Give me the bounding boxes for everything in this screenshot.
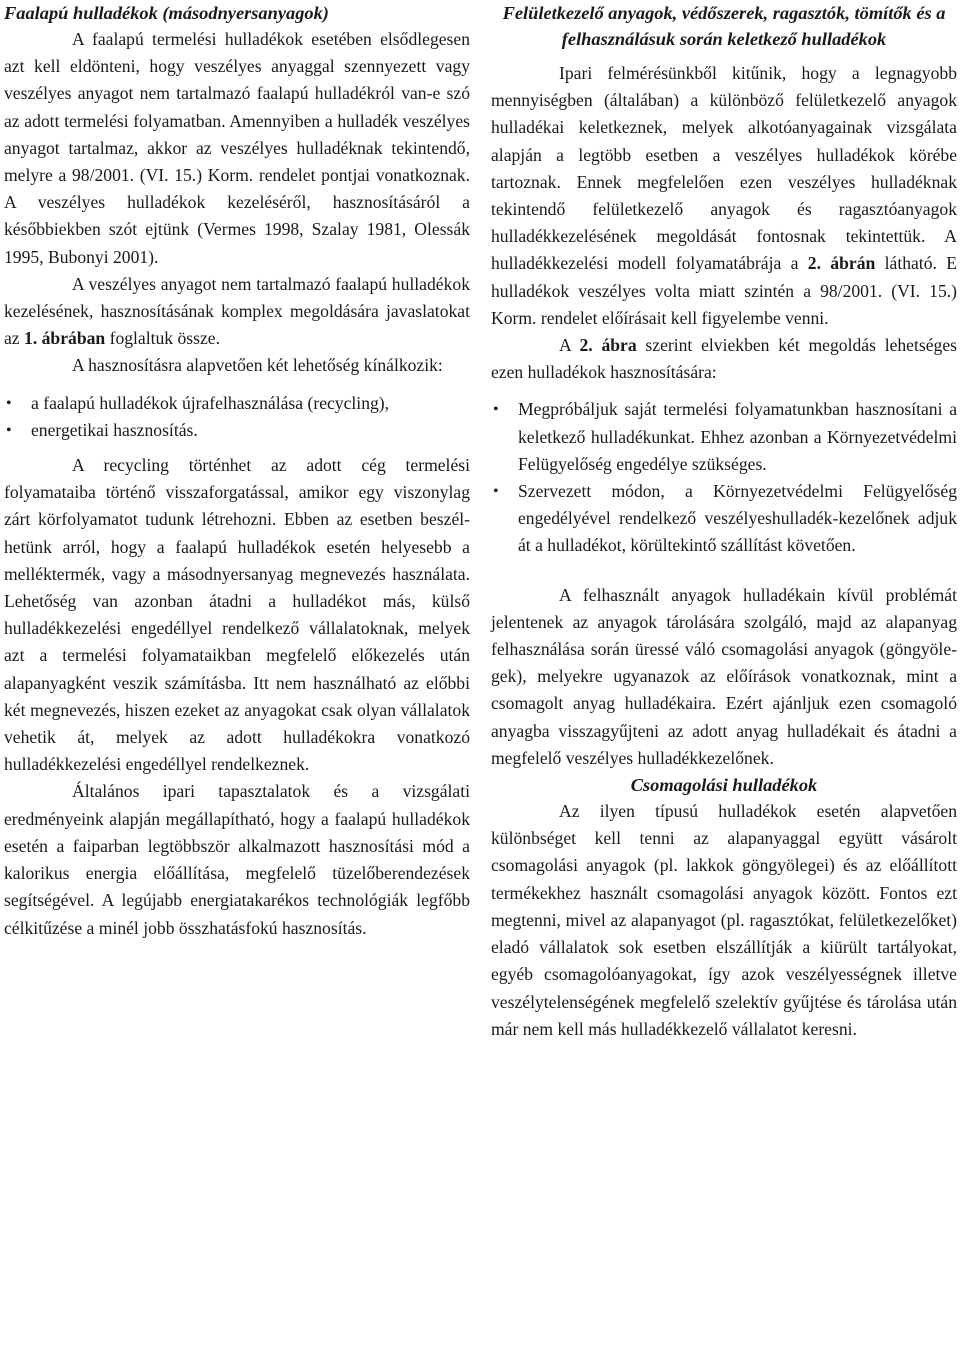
section-title-surface-treatment: Felületkezelő anyagok, védőszerek, ragasztók, tömítők és a felhasználásuk során keletkező hulladékok — [502, 3, 946, 49]
bullet-list — [491, 396, 957, 559]
paragraph: A felhasznált anyagok hulladékain kívül problémát jelentenek az anyagok tárolására szolgáló, majd az alapanyag felhasználása során üressé váló csomagolási anyagok (göngyölegek), melyekre ugyanazok az előírások vonatkoznak, mint a csomagolt anyag hulladékaira. Ezért ajánljuk ezen csomagoló anyagba visszagyűjteni az adott anyag hulladékait és átadni a megfelelő veszélyes hulladékkezelőnek. — [491, 584, 957, 768]
text-run: foglaltuk össze. — [105, 328, 221, 349]
paragraph: Az ilyen típusú hulladékok esetén alapvetően különbséget kell tenni az alapanyaggal együtt vásárolt csomagolási anyagok (pl. lakkok göngyölegei) és az előállított termékekhez használt csomagolási anyagok között. Fontos ezt megtenni, mivel az alapanyagot (pl. ragasztókat, felületkezelőket) eladó vállalatok sok esetben elszállítják a kiürült tartályokat, egyéb csomagolóanyagokat, így azok veszélyességnek illetve veszélytelenségének megfelelő szelektív gyűjtése és tárolása után már nem kell más hulladékkezelő vállalatot keresni. — [491, 801, 957, 1039]
bullet-list — [4, 390, 470, 444]
paragraph — [491, 60, 957, 332]
paragraph: Általános ipari tapasztalatok és a vizsgálati eredményeink alapján megállapítható, hogy a faalapú hulladékok esetén a faiparban legtöbbször alkalmazott hasznosítási mód a kalorikus energia előállítása, megfelelő tüzelőberendezések segítségével. A legújabb energiatakarékos technológiák legfőbb célkitűzése a minél jobb összhatásfokú hasznosítás. — [4, 781, 470, 938]
figure-reference: 2. ábrán — [807, 253, 876, 274]
text-run: A — [559, 335, 580, 356]
paragraph — [491, 332, 957, 386]
list-item: • energetikai hasznosítás. — [4, 417, 470, 444]
paragraph — [4, 271, 470, 353]
text-run: látható. E hulladékok veszélyes volta miatt szintén a 98/2001. (VI. 15.) Korm. rendelet előírásait kell figyelembe venni. — [491, 253, 957, 328]
right-column — [491, 0, 957, 1371]
figure-reference: 1. ábrában — [24, 328, 106, 349]
text-run: Ipari felmérésünkből kitűnik, hogy a legnagyobb mennyiségben (általában) a különböző felületkezelő anyagok hulladékai keletkeznek, melyek alkotóanyagainak vizsgálata alapján a legtöbb esetben a veszélyes hulladékok körébe tartoznak. Ennek megfelelően ezen veszélyes hulladéknak tekintendő felületkezelő anyagok és ragasztóanyagok hulladékkezelésének megoldását fontosnak tekintettük. A hulladékkezelési modell folyamatábrája a — [491, 63, 957, 274]
text-run: A veszélyes anyagot nem tartalmazó faalapú hulladékok kezelésének, hasznosításának komplex megoldására javaslatokat az — [4, 273, 470, 349]
figure-reference: 2. ábra — [579, 335, 637, 356]
section-title-packaging-waste: Csomagolási hulladékok — [630, 775, 818, 796]
paragraph: A recycling történhet az adott cég termelési folyamataiba történő visszaforgatással, amikor egy viszonylag zárt körfolyamatot tudunk létrehozni. Ebben az esetben beszélhetünk arról, hogy a faalapú hulladékok esetén helyesebb a melléktermék, vagy a másodnyersanyag megnevezés használata. Lehetőség van azonban átadni a hulladékot más, külső hulladékkezelési engedéllyel rendelkező vállalatoknak, melyek azt a termelési folyamataikban megfelelő előkezelés után alapanyagként veszik számításba. Itt nem használható az előbbi két megnevezés, hiszen ezeket az anyagokat csak olyan vállalatok vehetik át, melyek az adott hulladékokra vonatkozó hulladékkezelési engedéllyel rendelkeznek. — [4, 455, 470, 775]
left-column — [4, 0, 470, 1371]
section-title-wood-waste: Faalapú hulladékok (másodnyersanyagok) — [4, 3, 329, 23]
list-item: • Megpróbáljuk saját termelési folyamatunkban hasznosítani a keletkező hulladékunkat. Ehhez azonban a Környezetvédelmi Felügyelőség engedélye szükséges. — [491, 396, 957, 478]
paragraph: A faalapú termelési hulladékok esetében elsődlegesen azt kell eldönteni, hogy veszélyes anyaggal szennyezett vagy veszélyes anyagot nem tartalmazó faalapú hulladékról van-e szó az adott termelési folyamatban. Amennyiben a hulladék veszélyes anyagot tartalmaz, akkor az veszélyes hulladéknak tekintendő, melyre a 98/2001. (VI. 15.) Korm. rendelet pontjai vonatkoznak. A veszélyes hulladékok kezeléséről, hasznosításáról a későbbiekben szót ejtünk (Vermes 1998, Szalay 1981, Olessák 1995, Bubonyi 2001). — [4, 29, 470, 267]
list-item: • Szervezett módon, a Környezetvédelmi Felügyelőség engedélyével rendelkező veszélyeshulladék-kezelőnek adjuk át a hulladékot, körültekintő szállítást követően. — [491, 478, 957, 560]
list-item: • a faalapú hulladékok újrafelhasználása (recycling), — [4, 390, 470, 417]
paragraph: A hasznosításra alapvetően két lehetőség kínálkozik: — [72, 355, 443, 376]
text-run: szerint elviekben két megoldás lehetséges ezen hulladékok hasznosítására: — [491, 335, 957, 383]
